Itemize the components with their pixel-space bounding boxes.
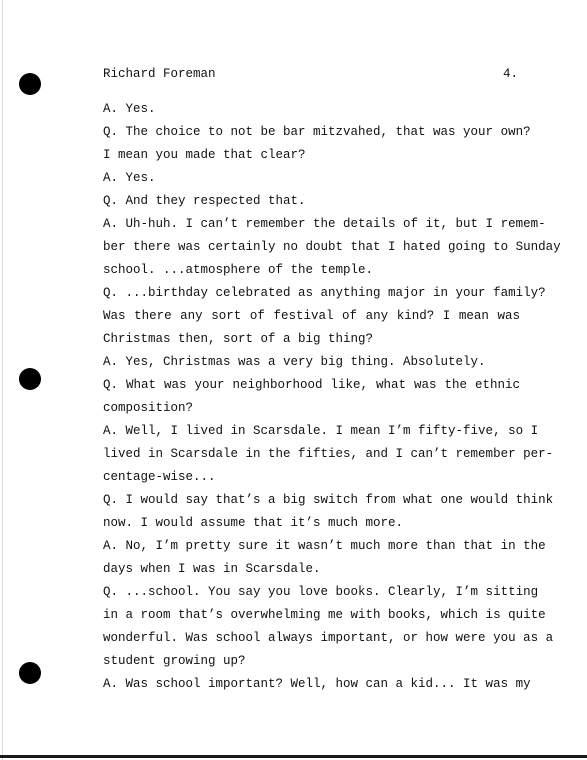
page-header [103, 67, 520, 83]
page-number: 4. [502, 67, 518, 81]
interviewee-name: Richard Foreman [103, 67, 216, 81]
transcript-line: lived in Scarsdale in the fifties, and I can’t remember per- [103, 447, 554, 461]
transcript-line: wonderful. Was school always important, or how were you as a [103, 631, 554, 645]
binder-hole-icon [19, 73, 41, 95]
transcript-line: A. Yes, Christmas was a very big thing. Absolutely. [103, 355, 486, 369]
transcript-line: ber there was certainly no doubt that I hated going to Sunday [103, 240, 561, 254]
transcript-line: A. Well, I lived in Scarsdale. I mean I’m fifty-five, so I [103, 424, 539, 438]
transcript-line: days when I was in Scarsdale. [103, 562, 321, 576]
transcript-line: student growing up? [103, 654, 246, 668]
transcript-line: A. Yes. [103, 102, 156, 116]
transcript-line: Q. ...birthday celebrated as anything major in your family? [103, 286, 546, 300]
transcript-line: Q. The choice to not be bar mitzvahed, that was your own? [103, 125, 531, 139]
transcript-line: Q. I would say that’s a big switch from what one would think [103, 493, 554, 507]
transcript-line: in a room that’s overwhelming me with books, which is quite [103, 608, 546, 622]
transcript-line: A. Yes. [103, 171, 156, 185]
transcript-line: school. ...atmosphere of the temple. [103, 263, 374, 277]
transcript-line: Q. ...school. You say you love books. Clearly, I’m sitting [103, 585, 539, 599]
transcript-line: now. I would assume that it’s much more. [103, 516, 404, 530]
transcript-line: A. Was school important? Well, how can a kid... It was my [103, 677, 531, 691]
binder-hole-icon [19, 662, 41, 684]
transcript-line: I mean you made that clear? [103, 148, 306, 162]
binder-hole-icon [19, 368, 41, 390]
transcript-line: A. No, I’m pretty sure it wasn’t much more than that in the [103, 539, 546, 553]
bottom-edge-rule [0, 755, 587, 758]
left-edge-rule [2, 0, 3, 760]
transcript-line: A. Uh-huh. I can’t remember the details of it, but I remem- [103, 217, 546, 231]
transcript-line: Q. What was your neighborhood like, what was the ethnic [103, 378, 520, 392]
transcript-line: composition? [103, 401, 194, 415]
transcript-line: Q. And they respected that. [103, 194, 306, 208]
transcript-line: centage-wise... [103, 470, 216, 484]
transcript-line: Was there any sort of festival of any kind? I mean was [103, 309, 520, 323]
transcript-line: Christmas then, sort of a big thing? [103, 332, 374, 346]
transcript-body [103, 98, 561, 696]
